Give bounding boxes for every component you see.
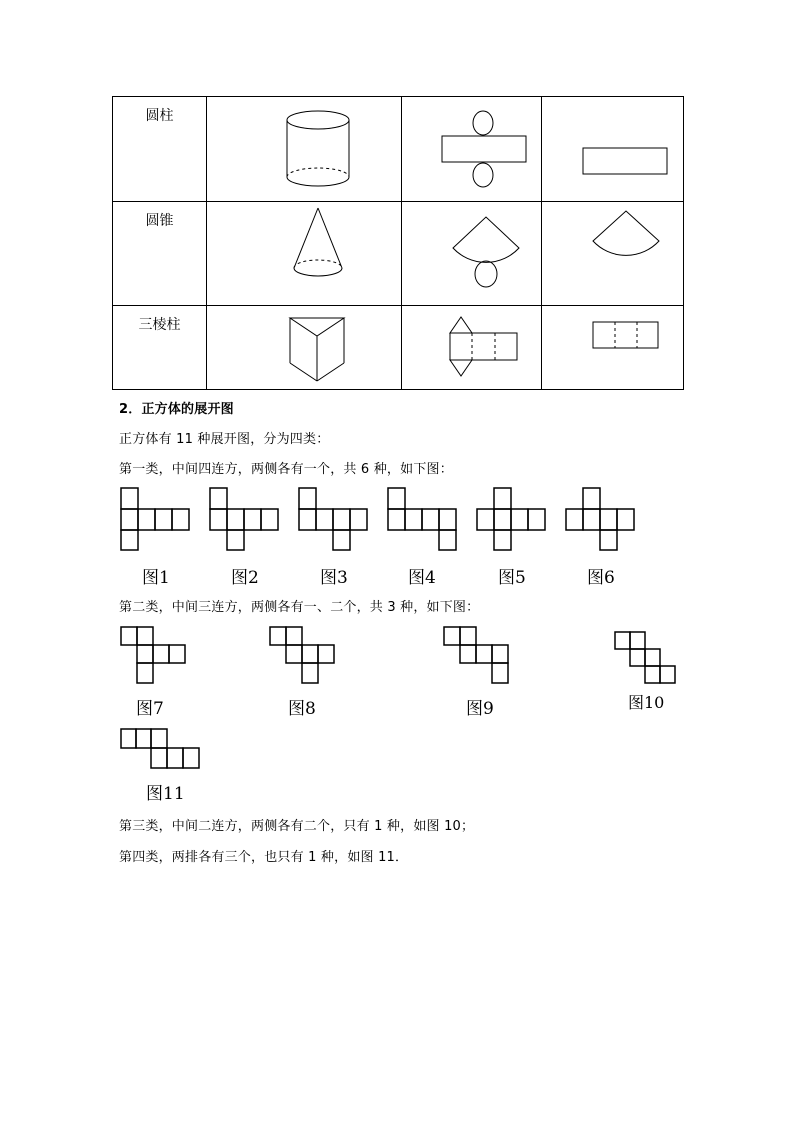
cone-net-drawing <box>402 202 541 305</box>
table-row-cylinder <box>113 97 684 202</box>
cylinder-side-drawing <box>542 97 683 201</box>
cone-net-cell <box>402 202 542 306</box>
caption-fig9: 图9 <box>466 699 494 719</box>
cone-sector-drawing <box>542 202 683 305</box>
caption-fig4: 图4 <box>408 568 436 588</box>
table-row-cone <box>113 202 684 306</box>
prism-side-cell <box>542 306 684 390</box>
caption-fig6: 图6 <box>587 568 615 588</box>
cube-net-fig2 <box>209 487 281 551</box>
row-label-cylinder: 圆柱 <box>113 97 207 202</box>
caption-fig11: 图11 <box>146 784 185 804</box>
cube-net-fig11 <box>120 728 200 770</box>
type1-text: 第一类，中间四连方，两侧各有一个，共 6 种，如下图： <box>119 462 453 477</box>
cone-sector-cell <box>542 202 684 306</box>
cylinder-solid-cell <box>207 97 402 202</box>
cube-net-fig1 <box>120 487 192 551</box>
cylinder-net-drawing <box>402 97 541 201</box>
prism-solid-cell <box>207 306 402 390</box>
intro-text: 正方体有 11 种展开图，分为四类： <box>119 432 330 447</box>
caption-fig7: 图7 <box>136 699 164 719</box>
type2-text: 第二类，中间三连方，两侧各有一、二个，共 3 种，如下图： <box>119 600 480 615</box>
cube-net-fig7 <box>120 626 186 684</box>
prism-net-drawing <box>402 306 541 389</box>
prism-solid-drawing <box>207 306 401 389</box>
cone-solid-drawing <box>207 202 401 305</box>
type4-text: 第四类，两排各有三个，也只有 1 种，如图 11． <box>119 850 409 865</box>
caption-fig5: 图5 <box>498 568 526 588</box>
cube-net-fig4 <box>387 487 459 551</box>
caption-fig1: 图1 <box>142 568 170 588</box>
table-row-prism <box>113 306 684 390</box>
cone-solid-cell <box>207 202 402 306</box>
cylinder-solid-drawing <box>207 97 401 201</box>
prism-side-drawing <box>542 306 683 389</box>
prism-net-cell <box>402 306 542 390</box>
type3-text: 第三类，中间二连方，两侧各有二个，只有 1 种，如图 10； <box>119 819 475 834</box>
cube-net-fig9 <box>443 626 509 684</box>
cube-net-fig8 <box>269 626 335 684</box>
cube-net-fig6 <box>565 487 637 551</box>
caption-fig10: 图10 <box>628 693 665 712</box>
cylinder-net-cell <box>402 97 542 202</box>
row-label-cone: 圆锥 <box>113 202 207 306</box>
cube-net-fig10 <box>614 631 676 685</box>
cube-net-fig3 <box>298 487 370 551</box>
caption-fig2: 图2 <box>231 568 259 588</box>
caption-fig8: 图8 <box>288 699 316 719</box>
section-heading: 2．正方体的展开图 <box>119 402 234 417</box>
cylinder-side-cell <box>542 97 684 202</box>
row-label-prism: 三棱柱 <box>113 306 207 390</box>
solids-net-table <box>112 96 684 390</box>
cube-net-fig5 <box>476 487 548 551</box>
caption-fig3: 图3 <box>320 568 348 588</box>
